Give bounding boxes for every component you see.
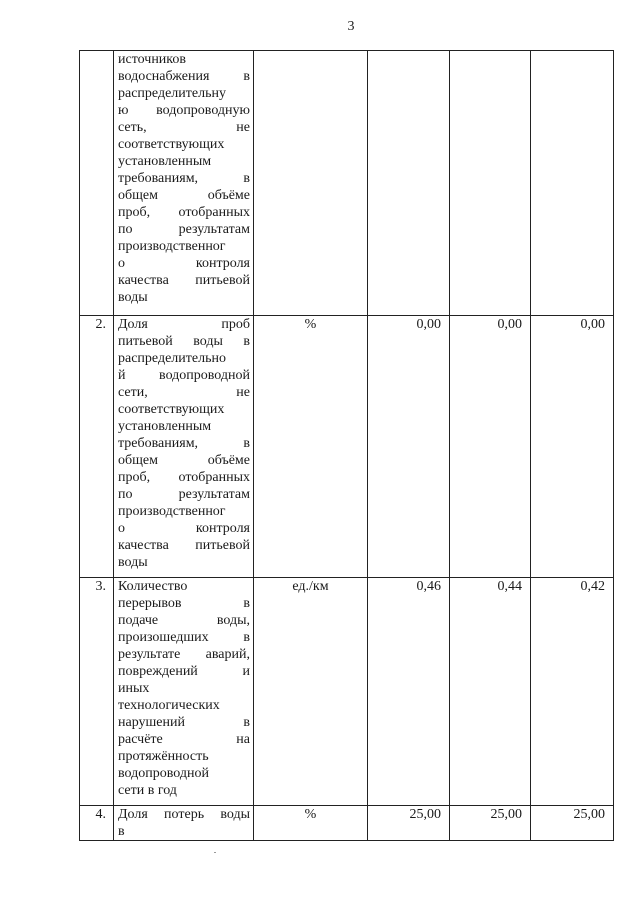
indicator-name-line: требованиям, в — [118, 171, 250, 186]
value-cell-3: 25,00 — [531, 806, 614, 841]
indicator-name-line: источников — [118, 52, 187, 67]
indicator-name-line: соответствующих — [118, 137, 225, 152]
indicator-name-line: установленным — [118, 154, 212, 169]
indicator-name-line: о контроля — [118, 256, 250, 271]
indicator-name-line: сети, не — [118, 385, 250, 400]
indicator-name-line: подаче воды, — [118, 613, 250, 628]
indicator-name-line: водопроводной — [118, 766, 209, 781]
row-number-cell: 2. — [80, 316, 114, 578]
indicator-name-line: протяжённость — [118, 749, 209, 764]
value-cell-2: 0,44 — [450, 578, 531, 806]
indicator-name-line: перерывов в — [118, 596, 250, 611]
row-number-cell: 4. — [80, 806, 114, 841]
indicator-name-line: качества питьевой — [118, 273, 250, 288]
value-cell-2 — [450, 51, 531, 316]
indicator-name-cell — [114, 316, 254, 578]
table-row — [80, 578, 614, 806]
indicator-name-line: ю водопроводную — [118, 103, 250, 118]
value-cell-1: 25,00 — [368, 806, 450, 841]
value-cell-1 — [368, 51, 450, 316]
indicator-name-line: повреждений и — [118, 664, 250, 679]
indicator-name-line: технологических — [118, 698, 220, 713]
indicator-name-line: распределительну — [118, 86, 226, 101]
value-cell-1: 0,00 — [368, 316, 450, 578]
indicators-table — [79, 50, 614, 841]
row-number-cell — [80, 51, 114, 316]
indicator-name-line: й водопроводной — [118, 368, 250, 383]
value-cell-3: 0,42 — [531, 578, 614, 806]
indicator-name-line: результате аварий, — [118, 647, 250, 662]
indicator-name-line: воды — [118, 290, 148, 305]
unit-cell: ед./км — [254, 578, 368, 806]
indicator-name-line: водоснабжения в — [118, 69, 250, 84]
indicator-name-line: проб, отобранных — [118, 205, 250, 220]
table-row — [80, 806, 614, 841]
indicator-name-cell — [114, 578, 254, 806]
unit-cell — [254, 51, 368, 316]
value-cell-3: 0,00 — [531, 316, 614, 578]
row-number-cell: 3. — [80, 578, 114, 806]
indicator-name-line: распределительно — [118, 351, 226, 366]
indicator-name-line: нарушений в — [118, 715, 250, 730]
indicator-name-line: общем объёме — [118, 188, 250, 203]
indicator-name-line: качества питьевой — [118, 538, 250, 553]
value-cell-1: 0,46 — [368, 578, 450, 806]
indicator-name-line: сеть, не — [118, 120, 250, 135]
value-cell-2: 0,00 — [450, 316, 531, 578]
indicator-name-line: производственног — [118, 239, 226, 254]
indicator-name-line: проб, отобранных — [118, 470, 250, 485]
value-cell-3 — [531, 51, 614, 316]
scan-speck — [214, 852, 216, 853]
page-number: 3 — [347, 19, 355, 34]
value-cell-2: 25,00 — [450, 806, 531, 841]
indicator-name-line: иных — [118, 681, 150, 696]
indicator-name-line: расчёте на — [118, 732, 250, 747]
indicator-name-line: о контроля — [118, 521, 250, 536]
indicator-name-cell — [114, 51, 254, 316]
indicator-name-line: сети в год — [118, 783, 177, 798]
table-row — [80, 316, 614, 578]
indicator-name-line: Доля потерь воды — [118, 807, 250, 822]
indicator-name-cell — [114, 806, 254, 841]
indicator-name-line: Доля проб — [118, 317, 250, 332]
unit-cell: % — [254, 316, 368, 578]
indicator-name-line: по результатам — [118, 487, 250, 502]
indicator-name-line: по результатам — [118, 222, 250, 237]
indicator-name-line: Количество — [118, 579, 188, 594]
indicator-name-line: установленным — [118, 419, 212, 434]
indicator-name-line: общем объёме — [118, 453, 250, 468]
indicator-name-line: производственног — [118, 504, 226, 519]
indicator-name-line: произошедших в — [118, 630, 250, 645]
indicator-name-line: питьевой воды в — [118, 334, 250, 349]
indicator-name-line: воды — [118, 555, 148, 570]
table-row — [80, 51, 614, 316]
indicator-name-line: в — [118, 824, 125, 839]
unit-cell: % — [254, 806, 368, 841]
indicator-name-line: требованиям, в — [118, 436, 250, 451]
indicator-name-line: соответствующих — [118, 402, 225, 417]
